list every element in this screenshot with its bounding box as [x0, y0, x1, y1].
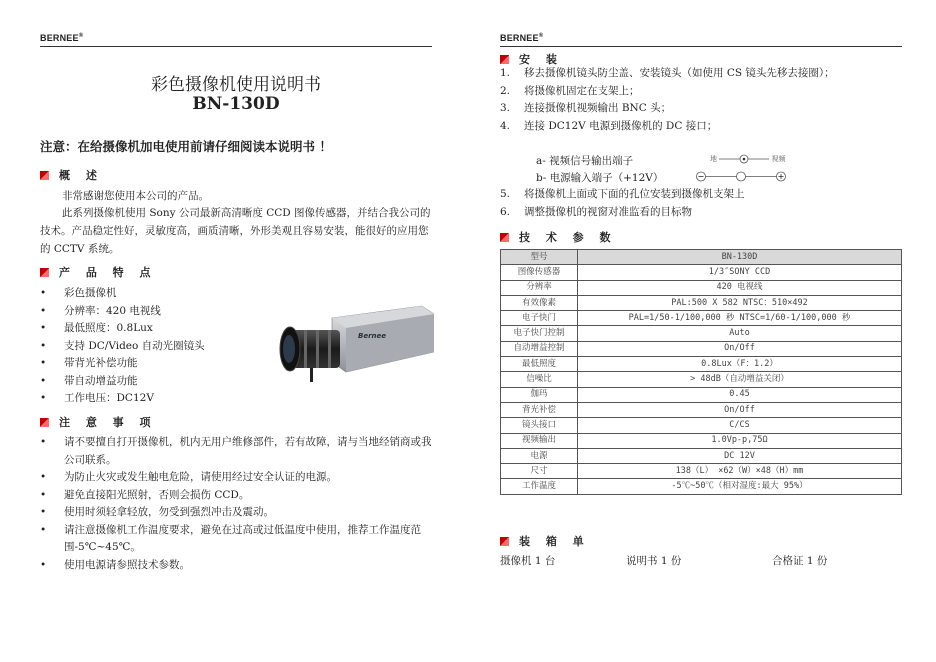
list-item: • 使用时须轻拿轻放，勿受到强烈冲击及震动。 — [40, 506, 274, 518]
table-row — [501, 295, 902, 310]
spec-label-cell: 电子快门 — [501, 311, 578, 326]
table-row — [501, 464, 902, 479]
table-header-cell: 型号 — [501, 250, 578, 265]
list-item: • 请注意摄像机工作温度要求，避免在过高或过低温度中使用，推荐工作温度范围-5℃~45℃。 — [40, 523, 421, 553]
table-row — [501, 357, 902, 372]
spec-label-cell: 有效像素 — [501, 295, 578, 310]
list-item: • 为防止火灾或发生触电危险，请使用经过安全认证的电源。 — [40, 471, 337, 483]
packing-item-camera: 摄像机 1 台 — [500, 555, 556, 567]
list-item: • 最低照度：0.8Lux — [40, 322, 153, 334]
packing-item-certificate: 合格证 1 份 — [772, 555, 828, 567]
spec-label-cell: 电子快门控制 — [501, 326, 578, 341]
spec-value-cell: 1.0Vp-p,75Ω — [578, 433, 902, 448]
table-row — [501, 372, 902, 387]
spec-value-cell: 138（L） ×62（W）×48（H）mm — [578, 464, 902, 479]
section-install-heading: 安 装 — [500, 51, 563, 67]
install-steps — [500, 65, 902, 135]
model-title: BN-130D — [192, 94, 280, 114]
brand-logo: BERNEE® — [40, 33, 84, 43]
spec-label-cell: 自动增益控制 — [501, 341, 578, 356]
table-row — [501, 433, 902, 448]
port-a-label: a- 视频信号输出端子 — [536, 155, 634, 167]
spec-value-cell: -5℃~50℃（相对湿度:最大 95%） — [578, 479, 902, 494]
spec-value-cell: PAL:500 X 582 NTSC：510×492 — [578, 295, 902, 310]
list-item: 4. 连接 DC12V 电源到摄像机的 DC 接口； — [500, 119, 718, 132]
table-row — [501, 326, 902, 341]
section-specs-heading: 技 术 参 数 — [500, 229, 617, 245]
list-item: • 带自动增益功能 — [40, 374, 138, 387]
section-marker-icon — [40, 268, 49, 277]
section-features-heading: 产 品 特 点 — [40, 264, 157, 280]
table-row — [501, 479, 902, 494]
table-row — [501, 448, 902, 463]
spec-value-cell: Auto — [578, 326, 902, 341]
brand-logo: BERNEE® — [500, 33, 544, 43]
notes-list — [40, 434, 432, 574]
list-item: 2. 将摄像机固定在支架上； — [500, 84, 640, 97]
list-item: 6. 调整摄像机的视窗对准监看的目标物 — [500, 205, 692, 218]
spec-value-cell: 0.45 — [578, 387, 902, 402]
overview-paragraph-2: 此系列摄像机使用 Sony 公司最新高清晰度 CCD 图像传感器，并结合我公司的技术。产品稳定性好，灵敏度高，画质清晰，外形美观且容易安装，能很好的应用您的 CCTV 系统。 — [40, 207, 431, 255]
packing-item-manual: 说明书 1 份 — [626, 555, 682, 567]
spec-label-cell: 工作温度 — [501, 479, 578, 494]
spec-label-cell: 伽玛 — [501, 387, 578, 402]
spec-label-cell: 图像传感器 — [501, 265, 578, 280]
spec-label-cell: 分辨率 — [501, 280, 578, 295]
spec-value-cell: PAL=1/50-1/100,000 秒 NTSC=1/60-1/100,000 秒 — [578, 311, 902, 326]
spec-label-cell: 视频输出 — [501, 433, 578, 448]
list-item: 5. 将摄像机上面或下面的孔位安装到摄像机支架上 — [500, 188, 745, 200]
table-row — [501, 311, 902, 326]
spec-value-cell: On/Off — [578, 402, 902, 417]
spec-value-cell: 0.8Lux（F：1.2） — [578, 357, 902, 372]
spec-value-cell: On/Off — [578, 341, 902, 356]
header-rule — [500, 46, 902, 47]
spec-value-cell: 1/3″SONY CCD — [578, 265, 902, 280]
right-page — [500, 0, 902, 662]
list-item: • 带背光补偿功能 — [40, 357, 138, 369]
header-rule — [40, 46, 432, 47]
power-port-diagram — [696, 171, 786, 184]
power-connector-icon — [696, 171, 786, 182]
table-row — [501, 387, 902, 402]
list-item: • 使用电源请参照技术参数。 — [40, 558, 190, 571]
spec-label-cell: 背光补偿 — [501, 402, 578, 417]
section-notes-heading: 注 意 事 项 — [40, 414, 157, 430]
spec-table — [500, 249, 902, 495]
warning-text: 注意：在给摄像机加电使用前请仔细阅读本说明书 ！ — [40, 139, 332, 154]
spec-label-cell: 镜头接口 — [501, 418, 578, 433]
video-port-diagram: 地 视频 — [710, 155, 786, 163]
section-packing-heading: 装 箱 单 — [500, 533, 590, 549]
section-overview-heading: 概 述 — [40, 167, 103, 183]
table-row — [501, 418, 902, 433]
document-title: 彩色摄像机使用说明书 — [151, 75, 321, 95]
spec-value-cell: 420 电视线 — [578, 280, 902, 295]
section-marker-icon — [500, 537, 509, 546]
left-page — [40, 0, 432, 662]
list-item: • 分辨率：420 电视线 — [40, 304, 161, 317]
list-item: • 工作电压：DC12V — [40, 392, 154, 404]
camera-image — [262, 300, 434, 400]
list-item: • 避免直接阳光照射，否则会损伤 CCD。 — [40, 488, 250, 501]
list-item: • 彩色摄像机 — [40, 287, 117, 299]
list-item: • 支持 DC/Video 自动光圈镜头 — [40, 339, 205, 352]
table-row — [501, 402, 902, 417]
spec-label-cell: 电源 — [501, 448, 578, 463]
section-marker-icon — [40, 418, 49, 427]
install-steps-continued — [500, 186, 902, 221]
section-marker-icon — [40, 171, 49, 180]
spec-value-cell: > 48dB（自动增益关闭） — [578, 372, 902, 387]
table-header-cell: BN-130D — [578, 250, 902, 265]
features-list — [40, 285, 260, 408]
bnc-connector-icon — [719, 154, 769, 164]
table-header-row — [501, 250, 902, 265]
spec-value-cell: C/CS — [578, 418, 902, 433]
table-row — [501, 280, 902, 295]
camera-brand-label: Bernee — [358, 332, 387, 340]
spec-label-cell: 尺寸 — [501, 464, 578, 479]
list-item: 1. 移去摄像机镜头防尘盖、安装镜头（如使用 CS 镜头先移去接圈）； — [500, 67, 835, 79]
section-marker-icon — [500, 233, 509, 242]
spec-label-cell: 最低照度 — [501, 357, 578, 372]
spec-label-cell: 信噪比 — [501, 372, 578, 387]
overview-paragraph-1: 非常感谢您使用本公司的产品。 — [62, 190, 209, 202]
table-row — [501, 265, 902, 280]
section-marker-icon — [500, 55, 509, 64]
spec-value-cell: DC 12V — [578, 448, 902, 463]
list-item: • 请不要擅自打开摄像机，机内无用户维修部件，若有故障，请与当地经销商或我公司联系。 — [40, 436, 432, 466]
table-row — [501, 341, 902, 356]
port-b-label: b- 电源输入端子（+12V） — [536, 172, 664, 184]
list-item: 3. 连接摄像机视频输出 BNC 头； — [500, 102, 672, 114]
